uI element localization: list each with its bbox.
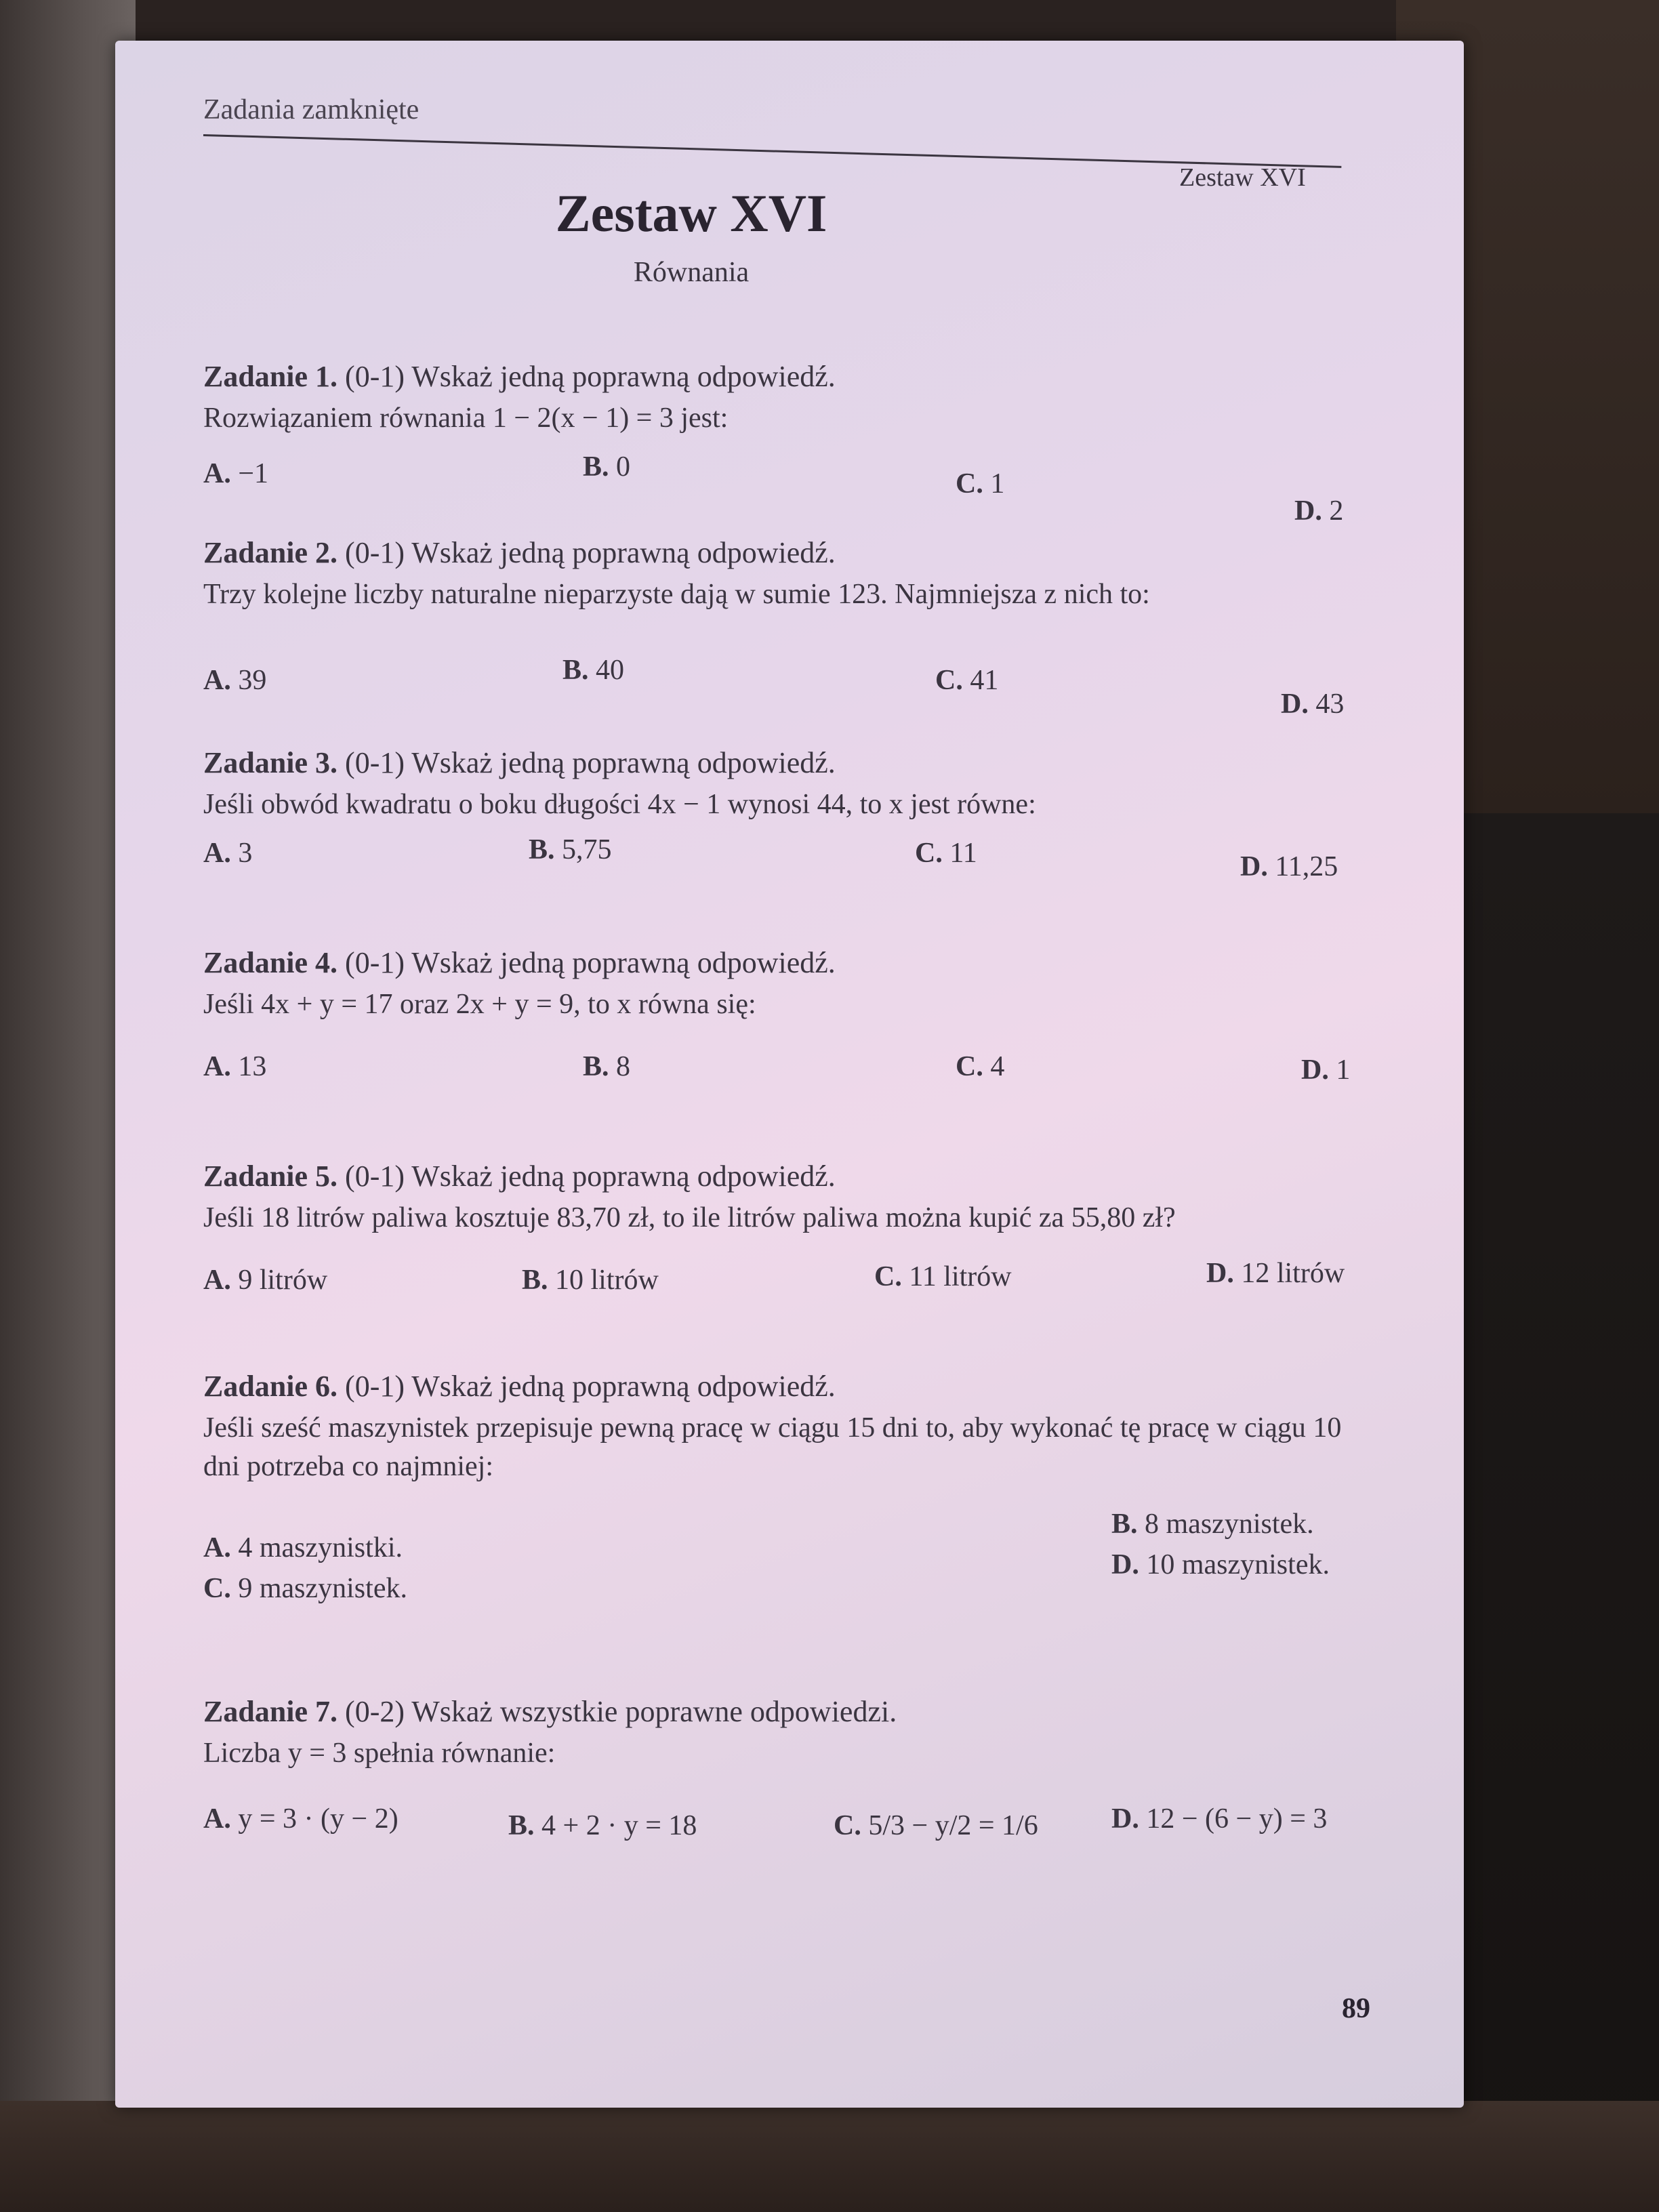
answer-a: A. 4 maszynistki. xyxy=(203,1532,403,1563)
task-label: Zadanie 2. xyxy=(203,536,338,569)
answer-b: B. 4 + 2 · y = 18 xyxy=(508,1810,697,1841)
answer-c: C. 1 xyxy=(956,468,1005,499)
task-question: Jeśli 18 litrów paliwa kosztuje 83,70 zł, to ile litrów paliwa można kupić za 55,80 zł? xyxy=(203,1202,1176,1233)
background-bottom xyxy=(0,2101,1659,2212)
task-3 xyxy=(203,745,1369,824)
task-instruction: (0-1) Wskaż jedną poprawną odpowiedź. xyxy=(345,1370,836,1403)
task-header xyxy=(203,359,1369,394)
answer-c: C. 5/3 − y/2 = 1/6 xyxy=(834,1810,1038,1841)
task-header xyxy=(203,535,1369,570)
task-question: Jeśli obwód kwadratu o boku długości 4x − 1 wynosi 44, to x jest równe: xyxy=(203,789,1036,820)
task-header xyxy=(203,1369,1369,1404)
task-instruction: (0-1) Wskaż jedną poprawną odpowiedź. xyxy=(345,946,836,979)
task-question: Jeśli sześć maszynistek przepisuje pewną pracę w ciągu 15 dni to, aby wykonać tę pracę w ciągu 10 dni potrzeba co najmniej: xyxy=(203,1412,1342,1482)
task-header xyxy=(203,745,1369,780)
running-header-right: Zestaw XVI xyxy=(1179,163,1306,192)
answer-d: D. 43 xyxy=(1281,689,1345,720)
task-header xyxy=(203,1159,1369,1193)
task-instruction: (0-1) Wskaż jedną poprawną odpowiedź. xyxy=(345,360,836,393)
task-question: Jeśli 4x + y = 17 oraz 2x + y = 9, to x równa się: xyxy=(203,989,756,1020)
answer-d: D. 1 xyxy=(1301,1054,1351,1086)
running-header-left: Zadania zamknięte xyxy=(203,94,419,125)
answer-d: D. 2 xyxy=(1294,495,1344,527)
header-rule xyxy=(203,134,1341,168)
answer-c: C. 4 xyxy=(956,1051,1005,1082)
answer-c: C. 9 maszynistek. xyxy=(203,1573,407,1604)
answer-b: B. 8 maszynistek. xyxy=(1111,1509,1314,1540)
answer-d: D. 12 − (6 − y) = 3 xyxy=(1111,1803,1328,1835)
task-instruction: (0-2) Wskaż wszystkie poprawne odpowiedzi. xyxy=(345,1695,897,1728)
task-6 xyxy=(203,1369,1369,1486)
task-instruction: (0-1) Wskaż jedną poprawną odpowiedź. xyxy=(345,746,836,779)
task-header xyxy=(203,945,1369,980)
task-4 xyxy=(203,945,1369,1024)
answer-a: A. −1 xyxy=(203,458,269,489)
task-7 xyxy=(203,1694,1369,1773)
task-label: Zadanie 3. xyxy=(203,746,338,779)
page-number: 89 xyxy=(1342,1993,1370,2024)
answer-b: B. 8 xyxy=(583,1051,631,1082)
task-header xyxy=(203,1694,1369,1729)
task-label: Zadanie 6. xyxy=(203,1370,338,1403)
task-1 xyxy=(203,359,1369,438)
task-instruction: (0-1) Wskaż jedną poprawną odpowiedź. xyxy=(345,536,836,569)
answer-b: B. 10 litrów xyxy=(522,1265,659,1296)
answer-c: C. 11 litrów xyxy=(874,1261,1012,1292)
task-instruction: (0-1) Wskaż jedną poprawną odpowiedź. xyxy=(345,1160,836,1193)
task-5 xyxy=(203,1159,1369,1237)
answer-a: A. 3 xyxy=(203,838,253,869)
task-label: Zadanie 5. xyxy=(203,1160,338,1193)
answer-a: A. 9 litrów xyxy=(203,1265,328,1296)
book-page xyxy=(115,41,1464,2108)
answer-a: A. 13 xyxy=(203,1051,267,1082)
task-label: Zadanie 4. xyxy=(203,946,338,979)
task-label: Zadanie 1. xyxy=(203,360,338,393)
task-2 xyxy=(203,535,1369,614)
answer-a: A. y = 3 · (y − 2) xyxy=(203,1803,398,1835)
answer-c: C. 41 xyxy=(935,665,999,696)
page-title: Zestaw XVI xyxy=(555,184,827,243)
task-question: Liczba y = 3 spełnia równanie: xyxy=(203,1738,556,1769)
task-question: Trzy kolejne liczby naturalne nieparzyste dają w sumie 123. Najmniejsza z nich to: xyxy=(203,579,1150,610)
answer-b: B. 0 xyxy=(583,451,631,483)
page-subtitle: Równania xyxy=(633,257,750,288)
answer-b: B. 5,75 xyxy=(529,834,612,865)
answer-d: D. 11,25 xyxy=(1240,851,1338,882)
task-label: Zadanie 7. xyxy=(203,1695,338,1728)
answer-c: C. 11 xyxy=(915,838,977,869)
answer-b: B. 40 xyxy=(562,655,625,686)
answer-d: D. 12 litrów xyxy=(1206,1258,1345,1289)
answer-a: A. 39 xyxy=(203,665,267,696)
task-question: Rozwiązaniem równania 1 − 2(x − 1) = 3 jest: xyxy=(203,403,729,434)
answer-d: D. 10 maszynistek. xyxy=(1111,1549,1330,1580)
